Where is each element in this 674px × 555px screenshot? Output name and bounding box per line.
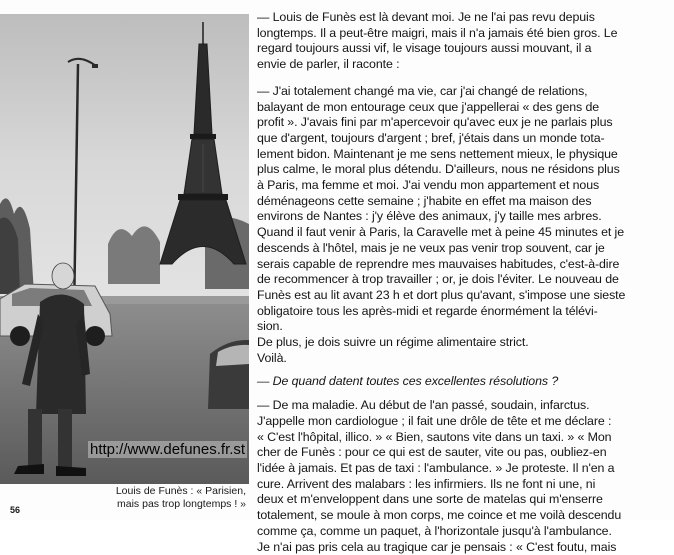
answer-paragraph-2 (257, 398, 671, 555)
text-line: comme ça, comme un paquet, à l'horizontale jusqu'à l'ambulance. (257, 524, 671, 540)
text-line: profit ». J'avais fini par m'apercevoir qu'avec eux je ne parlais plus (257, 115, 671, 131)
text-line: deux et m'enveloppent dans une sorte de matelas qui m'enserre (257, 492, 671, 508)
caption-line: mais pas trop longtemps ! » (84, 498, 246, 511)
answer-paragraph-1 (257, 84, 671, 367)
text-line: lement bidon. Maintenant je me sens nettement mieux, le physique (257, 147, 671, 163)
text-line: Quand il faut venir à Paris, la Caravelle met à peine 45 minutes et je (257, 225, 671, 241)
photo-caption (84, 485, 246, 511)
text-line: — Louis de Funès est là devant moi. Je ne l'ai pas revu depuis (257, 10, 671, 26)
text-line: cure. Arrivent des malabars : les infirmiers. Ils ne font ni une, ni (257, 477, 671, 493)
caption-line: Louis de Funès : « Parisien, (84, 485, 246, 498)
text-line: sion. (257, 319, 671, 335)
text-line: obligatoire tous les après-midi et regarde énormément la télévi- (257, 304, 671, 320)
text-line: plus calme, le moral plus détendu. D'ailleurs, nous ne résidons plus (257, 162, 671, 178)
article-text-column (257, 10, 671, 515)
text-line: — J'ai totalement changé ma vie, car j'ai changé de relations, (257, 84, 671, 100)
text-line: — De ma maladie. Au début de l'an passé, soudain, infarctus. (257, 398, 671, 414)
text-line: l'idée à jamais. Et pas de taxi : l'ambulance. » Je proteste. Il n'en a (257, 461, 671, 477)
text-line: longtemps. Il a peut-être maigri, mais il n'a jamais été bien gros. Le (257, 26, 671, 42)
text-line: de recommencer à trop travailler ; or, je dois l'éviter. Le nouveau de (257, 272, 671, 288)
text-line: Funès est au lit avant 23 h et dort plus qu'avant, s'impose une sieste (257, 288, 671, 304)
text-line: « C'est l'hôpital, illico. » « Bien, sautons vite dans un taxi. » « Mon (257, 430, 671, 446)
text-line: totalement, se moule à mon corps, me coince et me voilà descendu (257, 508, 671, 524)
photo-louis-de-funes-eiffel-tower (0, 14, 249, 484)
text-line: J'appelle mon cardiologue ; il fait une drôle de tête et me déclare : (257, 414, 671, 430)
text-line: envie de parler, il raconte : (257, 57, 671, 73)
text-line: descends à l'hôtel, mais je ne veux pas venir trop souvent, car je (257, 241, 671, 257)
text-line: à Paris, ma femme et moi. J'ai vendu mon appartement et nous (257, 178, 671, 194)
text-line: cher de Funès : pour ce qui est de sauter, vite ou pas, oubliez-en (257, 445, 671, 461)
text-line: déménageons cette semaine ; j'habite en effet ma maison des (257, 194, 671, 210)
watermark-url: http://www.defunes.fr.st (88, 441, 247, 458)
text-line: regard toujours aussi vif, le visage toujours aussi mouvant, il a (257, 41, 671, 57)
intro-paragraph (257, 10, 671, 73)
text-line: serais capable de reprendre mes mauvaises habitudes, c'est-à-dire (257, 257, 671, 273)
text-line: environs de Nantes : j'y élève des animaux, j'y taille mes arbres. (257, 209, 671, 225)
page-number: 56 (10, 505, 20, 515)
text-line: que d'argent, toujours d'argent ; bref, j'étais dans un monde tota- (257, 131, 671, 147)
text-line: Je n'ai pas pris cela au tragique car je pensais : « C'est foutu, mais (257, 540, 671, 555)
photo-illustration (0, 14, 249, 484)
text-line: De plus, je dois suivre un régime alimentaire strict. (257, 335, 671, 351)
text-line: balayant de mon entourage ceux que j'appellerai « des gens de (257, 100, 671, 116)
text-line: Voilà. (257, 351, 671, 367)
interviewer-question: — De quand datent toutes ces excellentes résolutions ? (257, 374, 671, 390)
